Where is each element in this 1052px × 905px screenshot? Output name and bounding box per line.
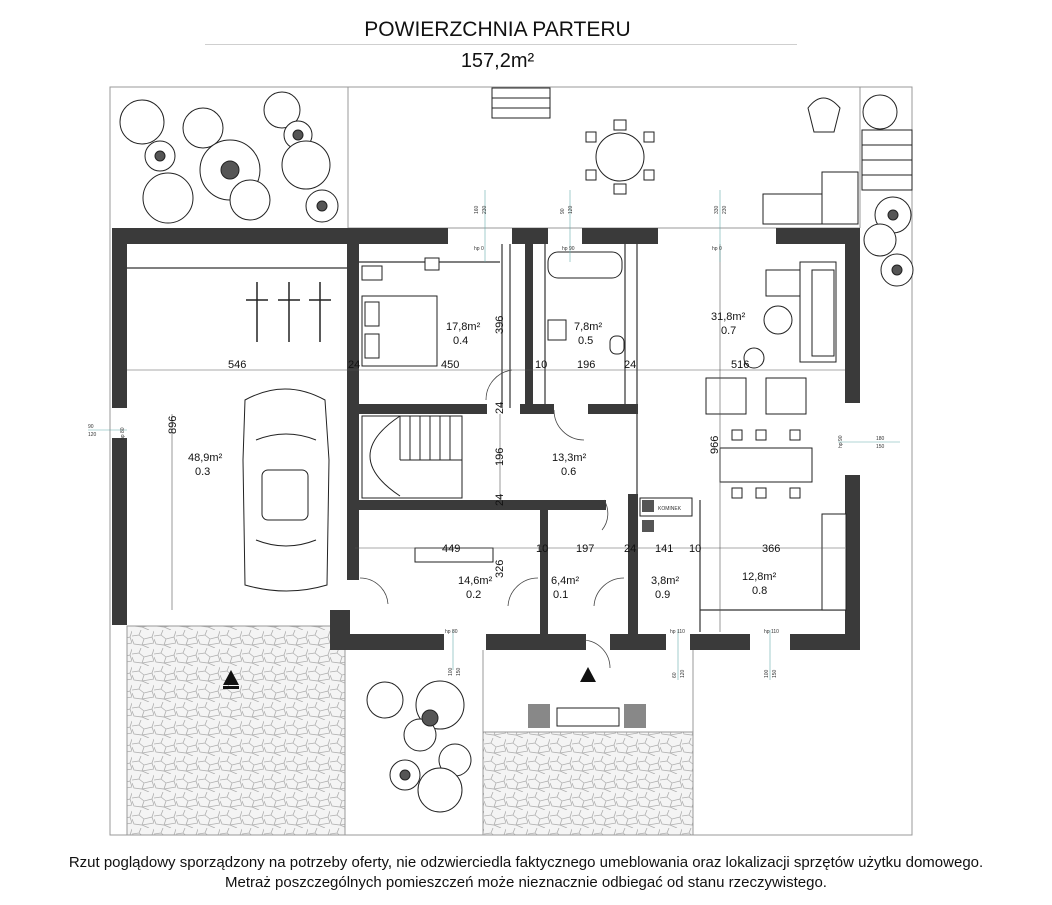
window-mark: hp 0	[474, 246, 484, 252]
room-id: 0.5	[578, 335, 594, 347]
dimension-label: 24	[624, 543, 637, 555]
dimension-label: 366	[762, 543, 781, 555]
window-dim: 150	[772, 669, 778, 678]
dimension-label: 546	[228, 359, 247, 371]
car	[243, 389, 329, 591]
dimension-label: 24	[624, 359, 637, 371]
room-area: 31,8m²	[711, 311, 746, 323]
window-dim: 120	[88, 432, 97, 438]
terrace-furniture	[492, 88, 912, 224]
room-id: 0.4	[453, 335, 469, 347]
window-mark: hp 80	[445, 629, 458, 635]
room-id: 0.2	[466, 589, 482, 601]
window-dim: 150	[876, 444, 885, 450]
dimension-label: 449	[442, 543, 461, 555]
window-mark: hp 110	[764, 629, 779, 635]
room-area: 14,6m²	[458, 575, 493, 587]
window-dim: 160	[474, 205, 480, 214]
window-dim: 180	[876, 436, 885, 442]
window-dim: 60	[672, 672, 678, 678]
trees-bottom	[367, 681, 471, 812]
window-guides	[88, 190, 900, 680]
fireplace-label: KOMINEK	[658, 506, 682, 512]
room-area: 6,4m²	[551, 575, 580, 587]
dimension-label: 966	[709, 435, 721, 454]
dimension-label: 24	[494, 401, 506, 414]
dimension-label: 326	[494, 559, 506, 578]
window-mark: hp 110	[670, 629, 685, 635]
window-mark: hp 90	[562, 246, 575, 252]
staircase	[362, 416, 462, 498]
trees-top-left	[120, 92, 338, 223]
dimension-label: 197	[576, 543, 595, 555]
window-dim: 230	[722, 205, 728, 214]
room-area: 17,8m²	[446, 321, 481, 333]
window-dim: 230	[482, 205, 488, 214]
room-area: 3,8m²	[651, 575, 680, 587]
window-dim: 120	[680, 669, 686, 678]
dimension-label: 196	[494, 447, 506, 466]
dimension-label: 24	[348, 359, 361, 371]
room-area: 13,3m²	[552, 452, 587, 464]
entrance-bench	[528, 704, 646, 728]
window-dim: 90	[88, 424, 94, 430]
dimension-label: 450	[441, 359, 460, 371]
window-mark: hp 80	[120, 427, 126, 440]
dimension-label: 516	[731, 359, 750, 371]
window-mark: hp 0	[712, 246, 722, 252]
room-id: 0.1	[553, 589, 569, 601]
dimension-label: 24	[494, 493, 506, 506]
dimension-label: 10	[536, 543, 549, 555]
window-dim: 150	[456, 667, 462, 676]
room-id: 0.6	[561, 466, 577, 478]
fireplace	[640, 498, 692, 532]
door-swings	[360, 370, 624, 668]
room-id: 0.8	[752, 585, 768, 597]
room-area: 12,8m²	[742, 571, 777, 583]
disclaimer-line-2: Metraż poszczególnych pomieszczeń może nieznacznie odbiegać od stanu rzeczywistego.	[225, 874, 827, 891]
dimension-label: 896	[167, 415, 179, 434]
window-mark: hp 90	[838, 435, 844, 448]
bedroom-furniture	[362, 258, 439, 366]
dimension-label: 196	[577, 359, 596, 371]
room-area: 7,8m²	[574, 321, 603, 333]
dimension-label: 10	[535, 359, 548, 371]
plan-title: POWIERZCHNIA PARTERU	[364, 18, 631, 41]
bikes	[246, 282, 331, 342]
dimension-label: 10	[689, 543, 702, 555]
window-dim: 100	[448, 667, 454, 676]
total-area: 157,2m²	[460, 50, 535, 72]
entrance-paving	[483, 732, 693, 835]
driveway-paving	[127, 626, 345, 835]
room-id: 0.9	[655, 589, 671, 601]
room-id: 0.7	[721, 325, 737, 337]
window-dim: 330	[714, 205, 720, 214]
dimension-label: 141	[655, 543, 674, 555]
window-dim: 90	[560, 208, 566, 214]
window-dim: 100	[764, 669, 770, 678]
room-area: 48,9m²	[188, 452, 223, 464]
room-id: 0.3	[195, 466, 211, 478]
window-dim: 120	[568, 205, 574, 214]
disclaimer-line-1: Rzut poglądowy sporządzony na potrzeby oferty, nie odzwierciedla faktycznego umeblowania oraz lokalizacji sprzętów użytku domowego.	[68, 854, 984, 871]
dimension-label: 396	[494, 315, 506, 334]
